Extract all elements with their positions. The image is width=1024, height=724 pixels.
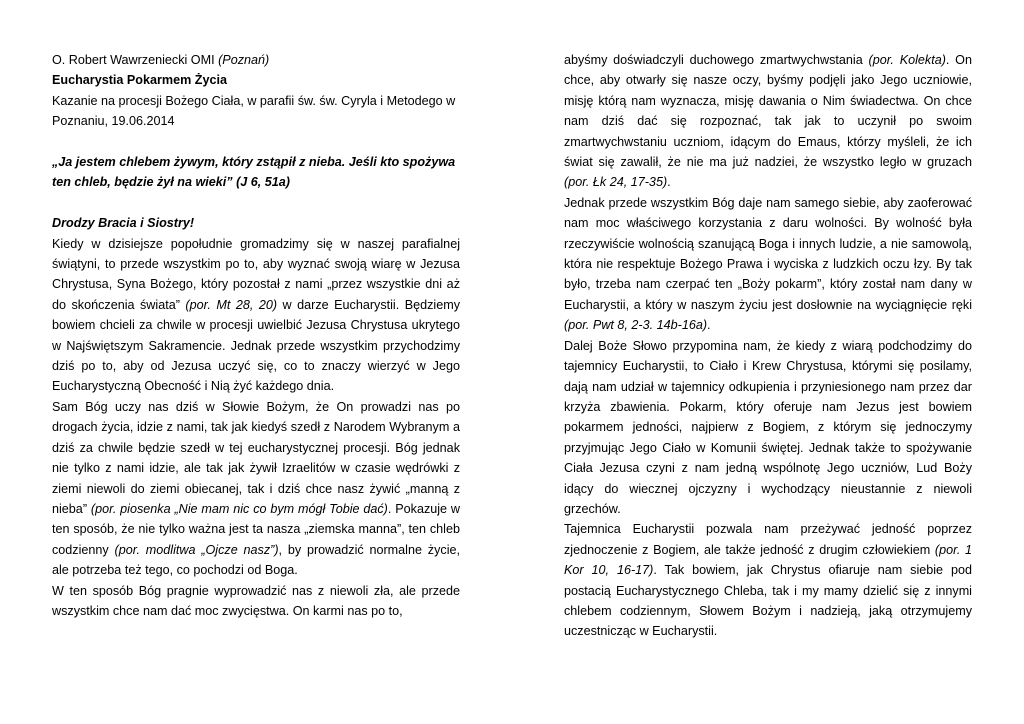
song-reference: (por. piosenka „Nie mam nic co bym mógł Tobie dać) [90,501,388,516]
epigraph [52,152,460,193]
scripture-reference: (por. Łk 24, 17-35) [564,175,668,190]
paragraph-5: Jednak przede wszystkim Bóg daje nam samego siebie, aby zaoferować nam moc właściwego korzystania z daru wolności. By wolność była rzeczywiście wolnością szanującą Boga i innych ludzie, a nie samowolą, która nie respektuje Bożego Prawa i wyciska z ludzkich oczu łzy. By tak było, trzeba nam czerpać ten „Boży pokarm”, który został nam dany w Eucharystii, a który w naszym życiu jest dosłownie na wyciągnięcie ręki (por. Pwt 8, 2-3. 14b-16a). [564,195,972,333]
paragraph-2: Sam Bóg uczy nas dziś w Słowie Bożym, że On prowadzi nas po drogach życia, idzie z nami, tak jak kiedyś szedł z Narodem Wybranym a dziś za chwile będzie szedł w tej eucharystycznej procesji. Bóg jednak nie tylko z nami idzie, ale tak jak żywił Izraelitów w czasie wędrówki z ziemi niewoli do ziemi obiecanej, tak i dziś chce nasz żywić „manną z nieba” (por. piosenka „Nie mam nic co bym mógł Tobie dać). Pokazuje w ten sposób, że nie tylko ważna jest ta nasza „ziemska manna”, ten chleb codzienny (por. modlitwa „Ojcze nasz”), by prowadzić normalne życie, ale potrzeba też tego, co pochodzi od Boga. [52,399,461,578]
sermon-title: Eucharystia Pokarmem Życia [52,73,228,88]
spacer [52,193,460,213]
spacer [52,132,460,152]
greeting: Drodzy Bracia i Siostry! [52,216,195,231]
paragraph-6: Dalej Boże Słowo przypomina nam, że kiedy z wiarą podchodzimy do tajemnicy Eucharystii, to Ciało i Krew Chrystusa, którymi się posilamy, dają nam udział w tajemnicy odkupienia i przyniesionego nam przez dar krzyża zbawienia. Pokarm, który oferuje nam Jezus jest bowiem pokarmem jedności, najpierw z Bogiem, z którym się jednoczymy przyjmując Jego Ciało w Komunii świętej. Jednak także to spożywanie Ciała Jezusa czyni z nam jedną wspólnotę Jego uczniów, Lud Boży idący do wiecznej ojczyzny i wychodzący nieustannie z niewoli grzechów. [564,338,972,516]
epigraph-quote: „Ja jestem chlebem żywym, który zstąpił z nieba. Jeśli kto spożywa ten chleb, będzie żył na wieki” [52,155,456,190]
sermon-occasion: Kazanie na procesji Bożego Ciała, w parafii św. św. Cyryla i Metodego w Poznaniu, 19.06.2014 [52,93,456,129]
paragraph-1: Kiedy w dzisiejsze popołudnie gromadzimy się w naszej parafialnej świątyni, to przede wszystkim po to, aby wyznać swoją wiarę w Jezusa Chrystusa, Syna Bożego, który pozostał z nami „przez wszystkie dni aż do skończenia świata” (por. Mt 28, 20) w darze Eucharystii. Będziemy bowiem chcieli za chwile w procesji uwielbić Jezusa Chrystusa ukrytego w Najświętszym Sakramencie. Jednak przede wszystkim przychodzimy dziś po to, aby od Jezusa uczyć się, co to znaczy wierzyć w Jego Eucharystyczną Obecność i Nią żyć każdego dnia. [52,236,461,394]
prayer-reference: (por. modlitwa „Ojcze nasz”) [114,542,279,557]
scripture-reference: (por. Mt 28, 20) [185,297,278,312]
author-line [52,50,460,70]
epigraph-reference: (J 6, 51a) [236,175,290,190]
right-column [564,50,972,642]
paragraph-3: W ten sposób Bóg pragnie wyprowadzić nas z niewoli zła, ale przede wszystkim chce nam dać moc zwycięstwa. On karmi nas po to, [52,583,460,618]
scripture-reference: (por. 1 Kor 10, 16-17) [564,542,972,578]
author-name: O. Robert Wawrzeniecki OMI [52,53,215,67]
paragraph-4: abyśmy doświadczyli duchowego zmartwychwstania (por. Kolekta). On chce, aby otwarły się nasze oczy, byśmy podjęli jako Jego uczniowie, misję którą nam wyznacza, misję dawania o Nim świadectwa. On chce nam dziś dać się rozpoznać, tak jak to uczynił po swoim zmartwychwstaniu uczniom, idącym do Emaus, którzy myśleli, że ich świat się zawalił, że nie ma już nadziei, że wszystko legło w gruzach (por. Łk 24, 17-35). [564,53,972,190]
collect-reference: (por. Kolekta) [868,53,946,67]
scripture-reference: (por. Pwt 8, 2-3. 14b-16a) [564,318,708,333]
paragraph-7: Tajemnica Eucharystii pozwala nam przeżywać jedność poprzez zjednoczenie z Bogiem, ale także jedność z drugim człowiekiem (por. 1 Kor 10, 16-17). Tak bowiem, jak Chrystus ofiaruje nam siebie pod postacią Eucharystycznego Chleba, tak i my mamy dzielić się z innymi chlebem codziennym, Słowem Bożym i nadzieją, jaką otrzymujemy uczestnicząc w Eucharystii. [564,522,972,639]
author-location: (Poznań) [218,53,270,67]
left-column [52,50,460,621]
